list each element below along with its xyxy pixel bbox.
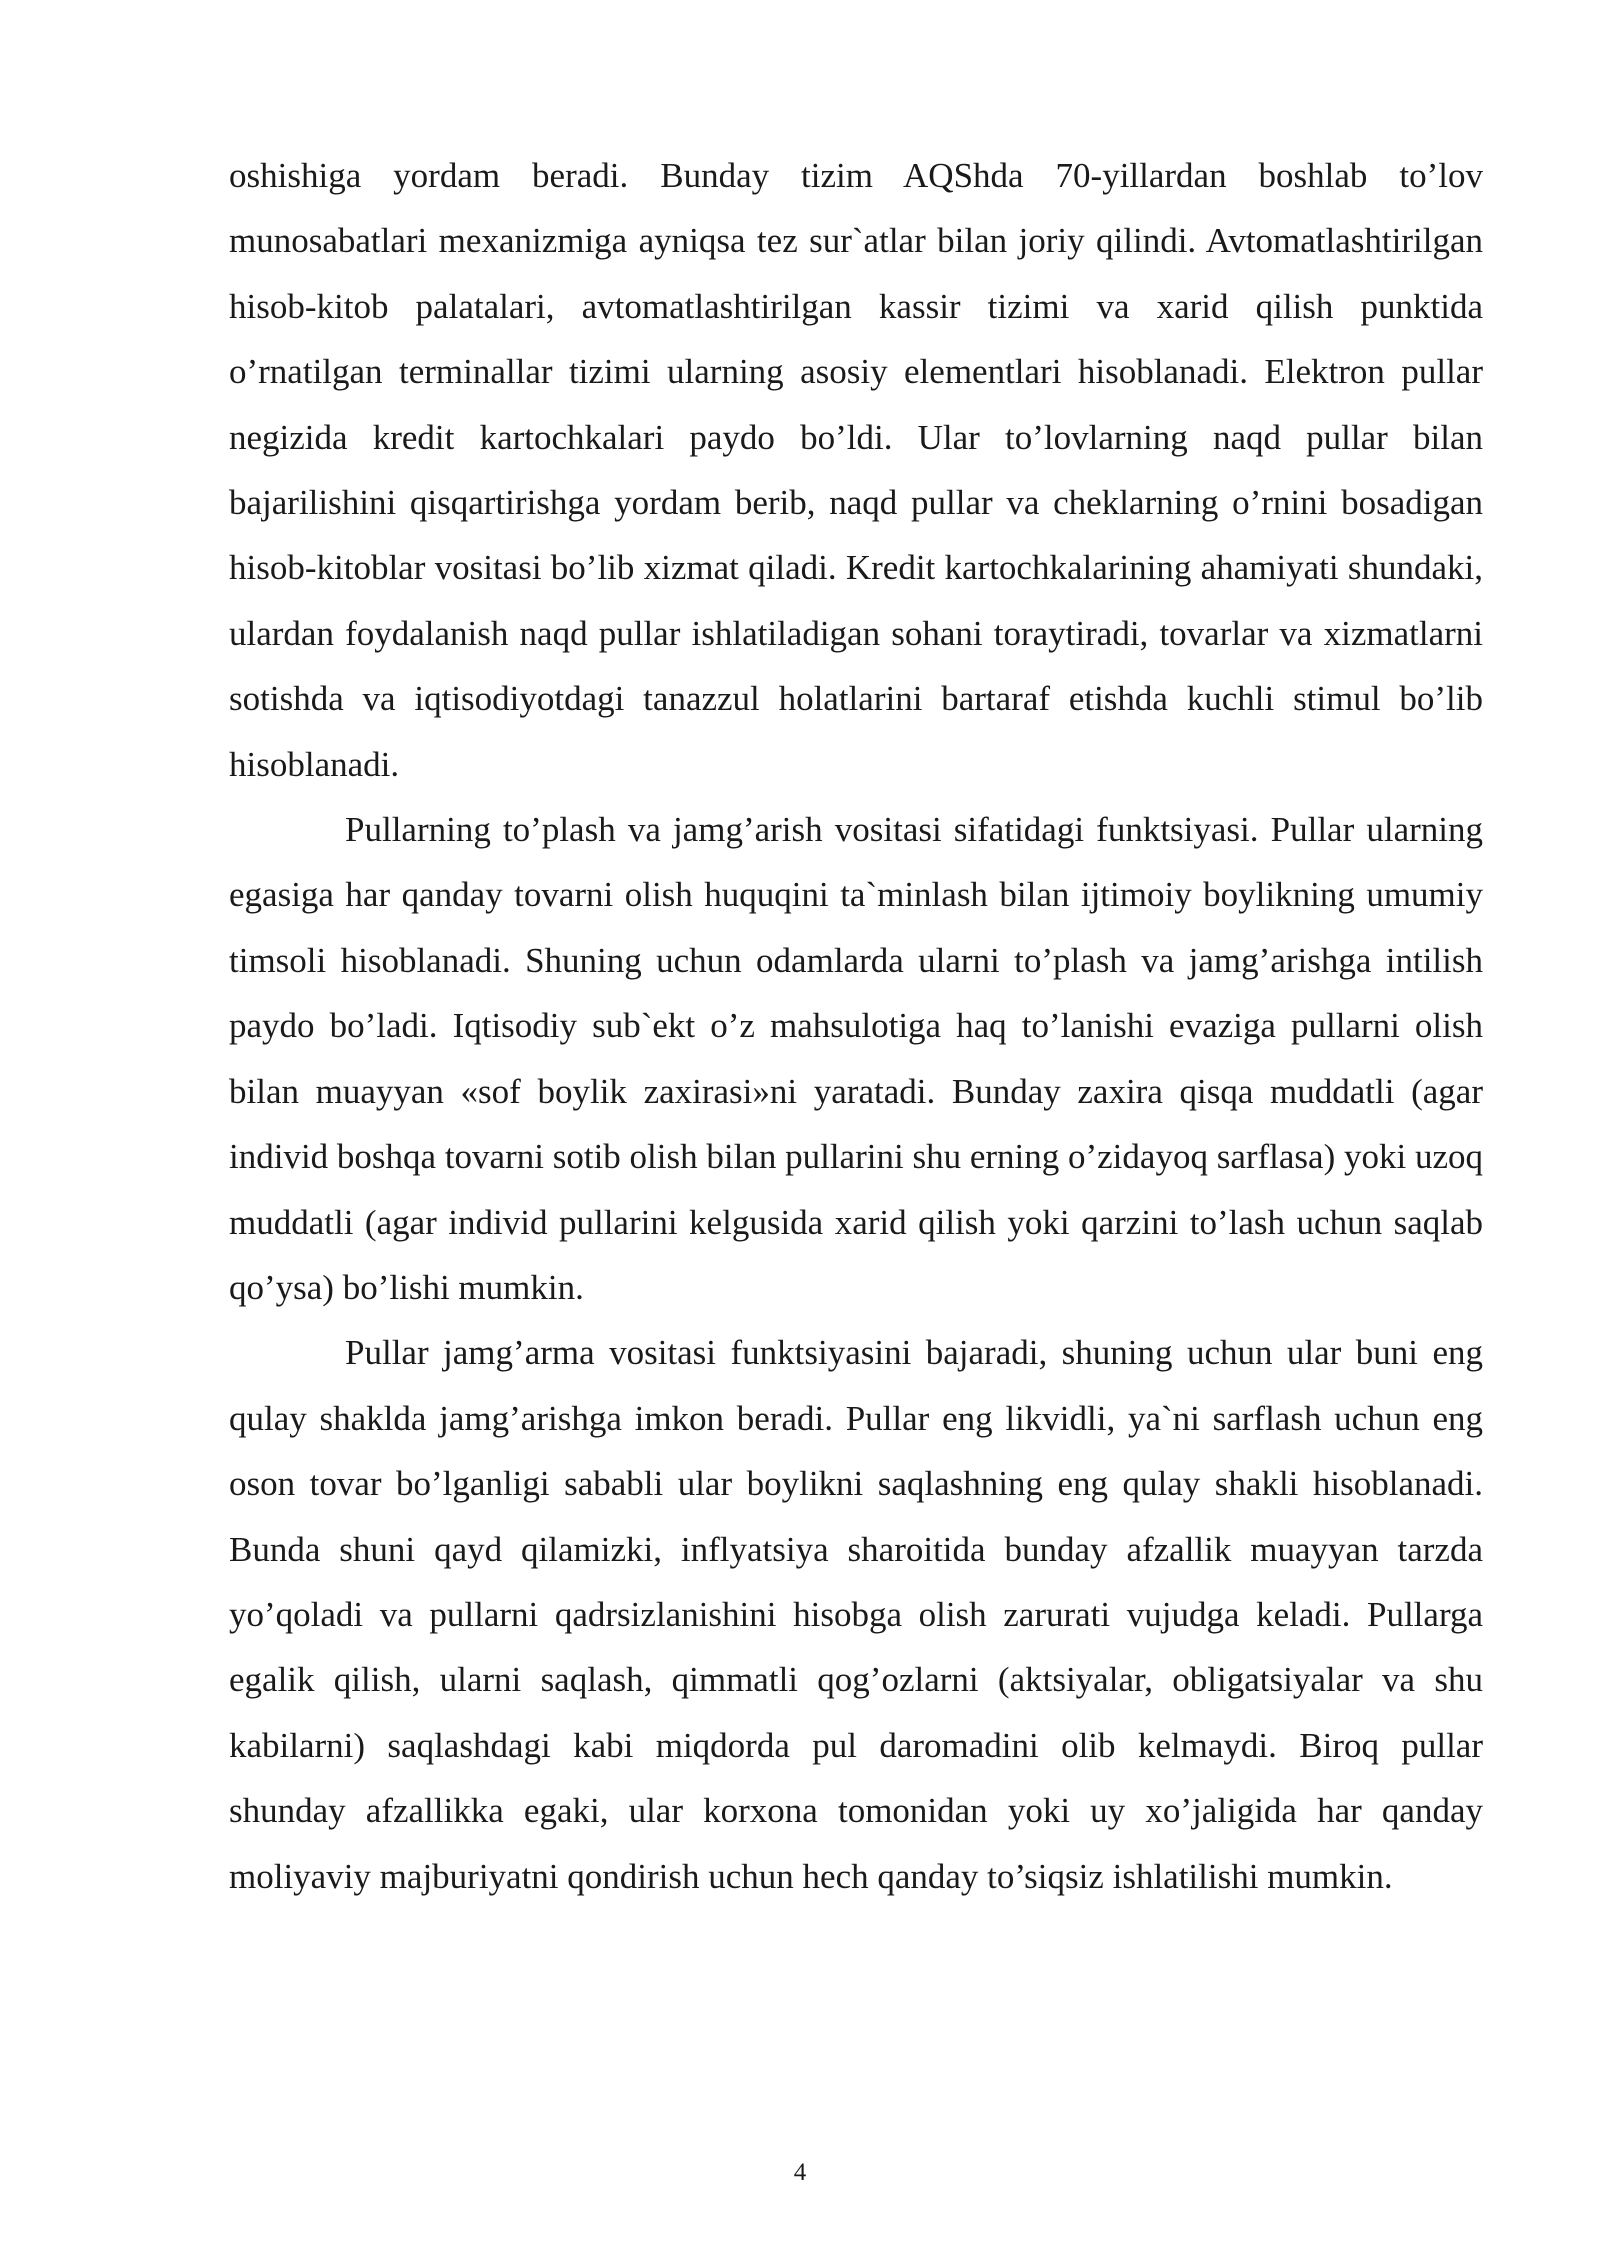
paragraph-savings-function: Pullar jamg’arma vositasi funktsiyasini bajaradi, shuning uchun ular buni eng qulay shaklda jamg’arishga imkon beradi. Pullar eng likvidli, ya`ni sarflash uchun eng oson tovar bo’lganligi sababli ular boylikni saqlashning eng qulay shakli hisoblanadi. Bunda shuni qayd qilamizki, inflyatsiya sharoitida bunday afzallik muayyan tarzda yo’qoladi va pullarni qadrsizlanishini hisobga olish zarurati vujudga keladi. Pullarga egalik qilish, ularni saqlash, qimmatli qog’ozlarni (aktsiyalar, obligatsiyalar va shu kabilarni) saqlashdagi kabi miqdorda pul daromadini olib kelmaydi. Biroq pullar shunday afzallikka egaki, ular korxona tomonidan yoki uy xo’jaligida har qanday moliyaviy majburiyatni qondirish uchun hech qanday to’siqsiz ishlatilishi mumkin. bbox=[229, 1333, 1483, 1896]
paragraph-continuation: oshishiga yordam beradi. Bunday tizim AQShda 70-yillardan boshlab to’lov munosabatlari mexanizmiga ayniqsa tez sur`atlar bilan joriy qilindi. Avtomatlashtirilgan hisob-kitob palatalari, avtomatlashtirilgan kassir tizimi va xarid qilish punktida o’rnatilgan terminallar tizimi ularning asosiy elementlari hisoblanadi. Elektron pullar negizida kredit kartochkalari paydo bo’ldi. Ular to’lovlarning naqd pullar bilan bajarilishini qisqartirishga yordam berib, naqd pullar va cheklarning o’rnini bosadigan hisob-kitoblar vositasi bo’lib xizmat qiladi. Kredit kartochkalarining ahamiyati shundaki, ulardan foydalanish naqd pullar ishlatiladigan sohani toraytiradi, tovarlar va xizmatlarni sotishda va iqtisodiyotdagi tanazzul holatlarini bartaraf etishda kuchli stimul bo’lib hisoblanadi. bbox=[229, 156, 1483, 784]
paragraph-money-accumulation-function: Pullarning to’plash va jamg’arish vositasi sifatidagi funktsiyasi. Pullar ularning egasiga har qanday tovarni olish huquqini ta`minlash bilan ijtimoiy boylikning umumiy timsoli hisoblanadi. Shuning uchun odamlarda ularni to’plash va jamg’arishga intilish paydo bo’ladi. Iqtisodiy sub`ekt o’z mahsulotiga haq to’lanishi evaziga pullarni olish bilan muayyan «sof boylik zaxirasi»ni yaratadi. Bunday zaxira qisqa muddatli (agar individ boshqa tovarni sotib olish bilan pullarini shu erning o’zidayoq sarflasa) yoki uzoq muddatli (agar individ pullarini kelgusida xarid qilish yoki qarzini to’lash uchun saqlab qo’ysa) bo’lishi mumkin. bbox=[229, 810, 1483, 1307]
body-text bbox=[229, 143, 1483, 1909]
page-number: 4 bbox=[793, 2159, 807, 2186]
